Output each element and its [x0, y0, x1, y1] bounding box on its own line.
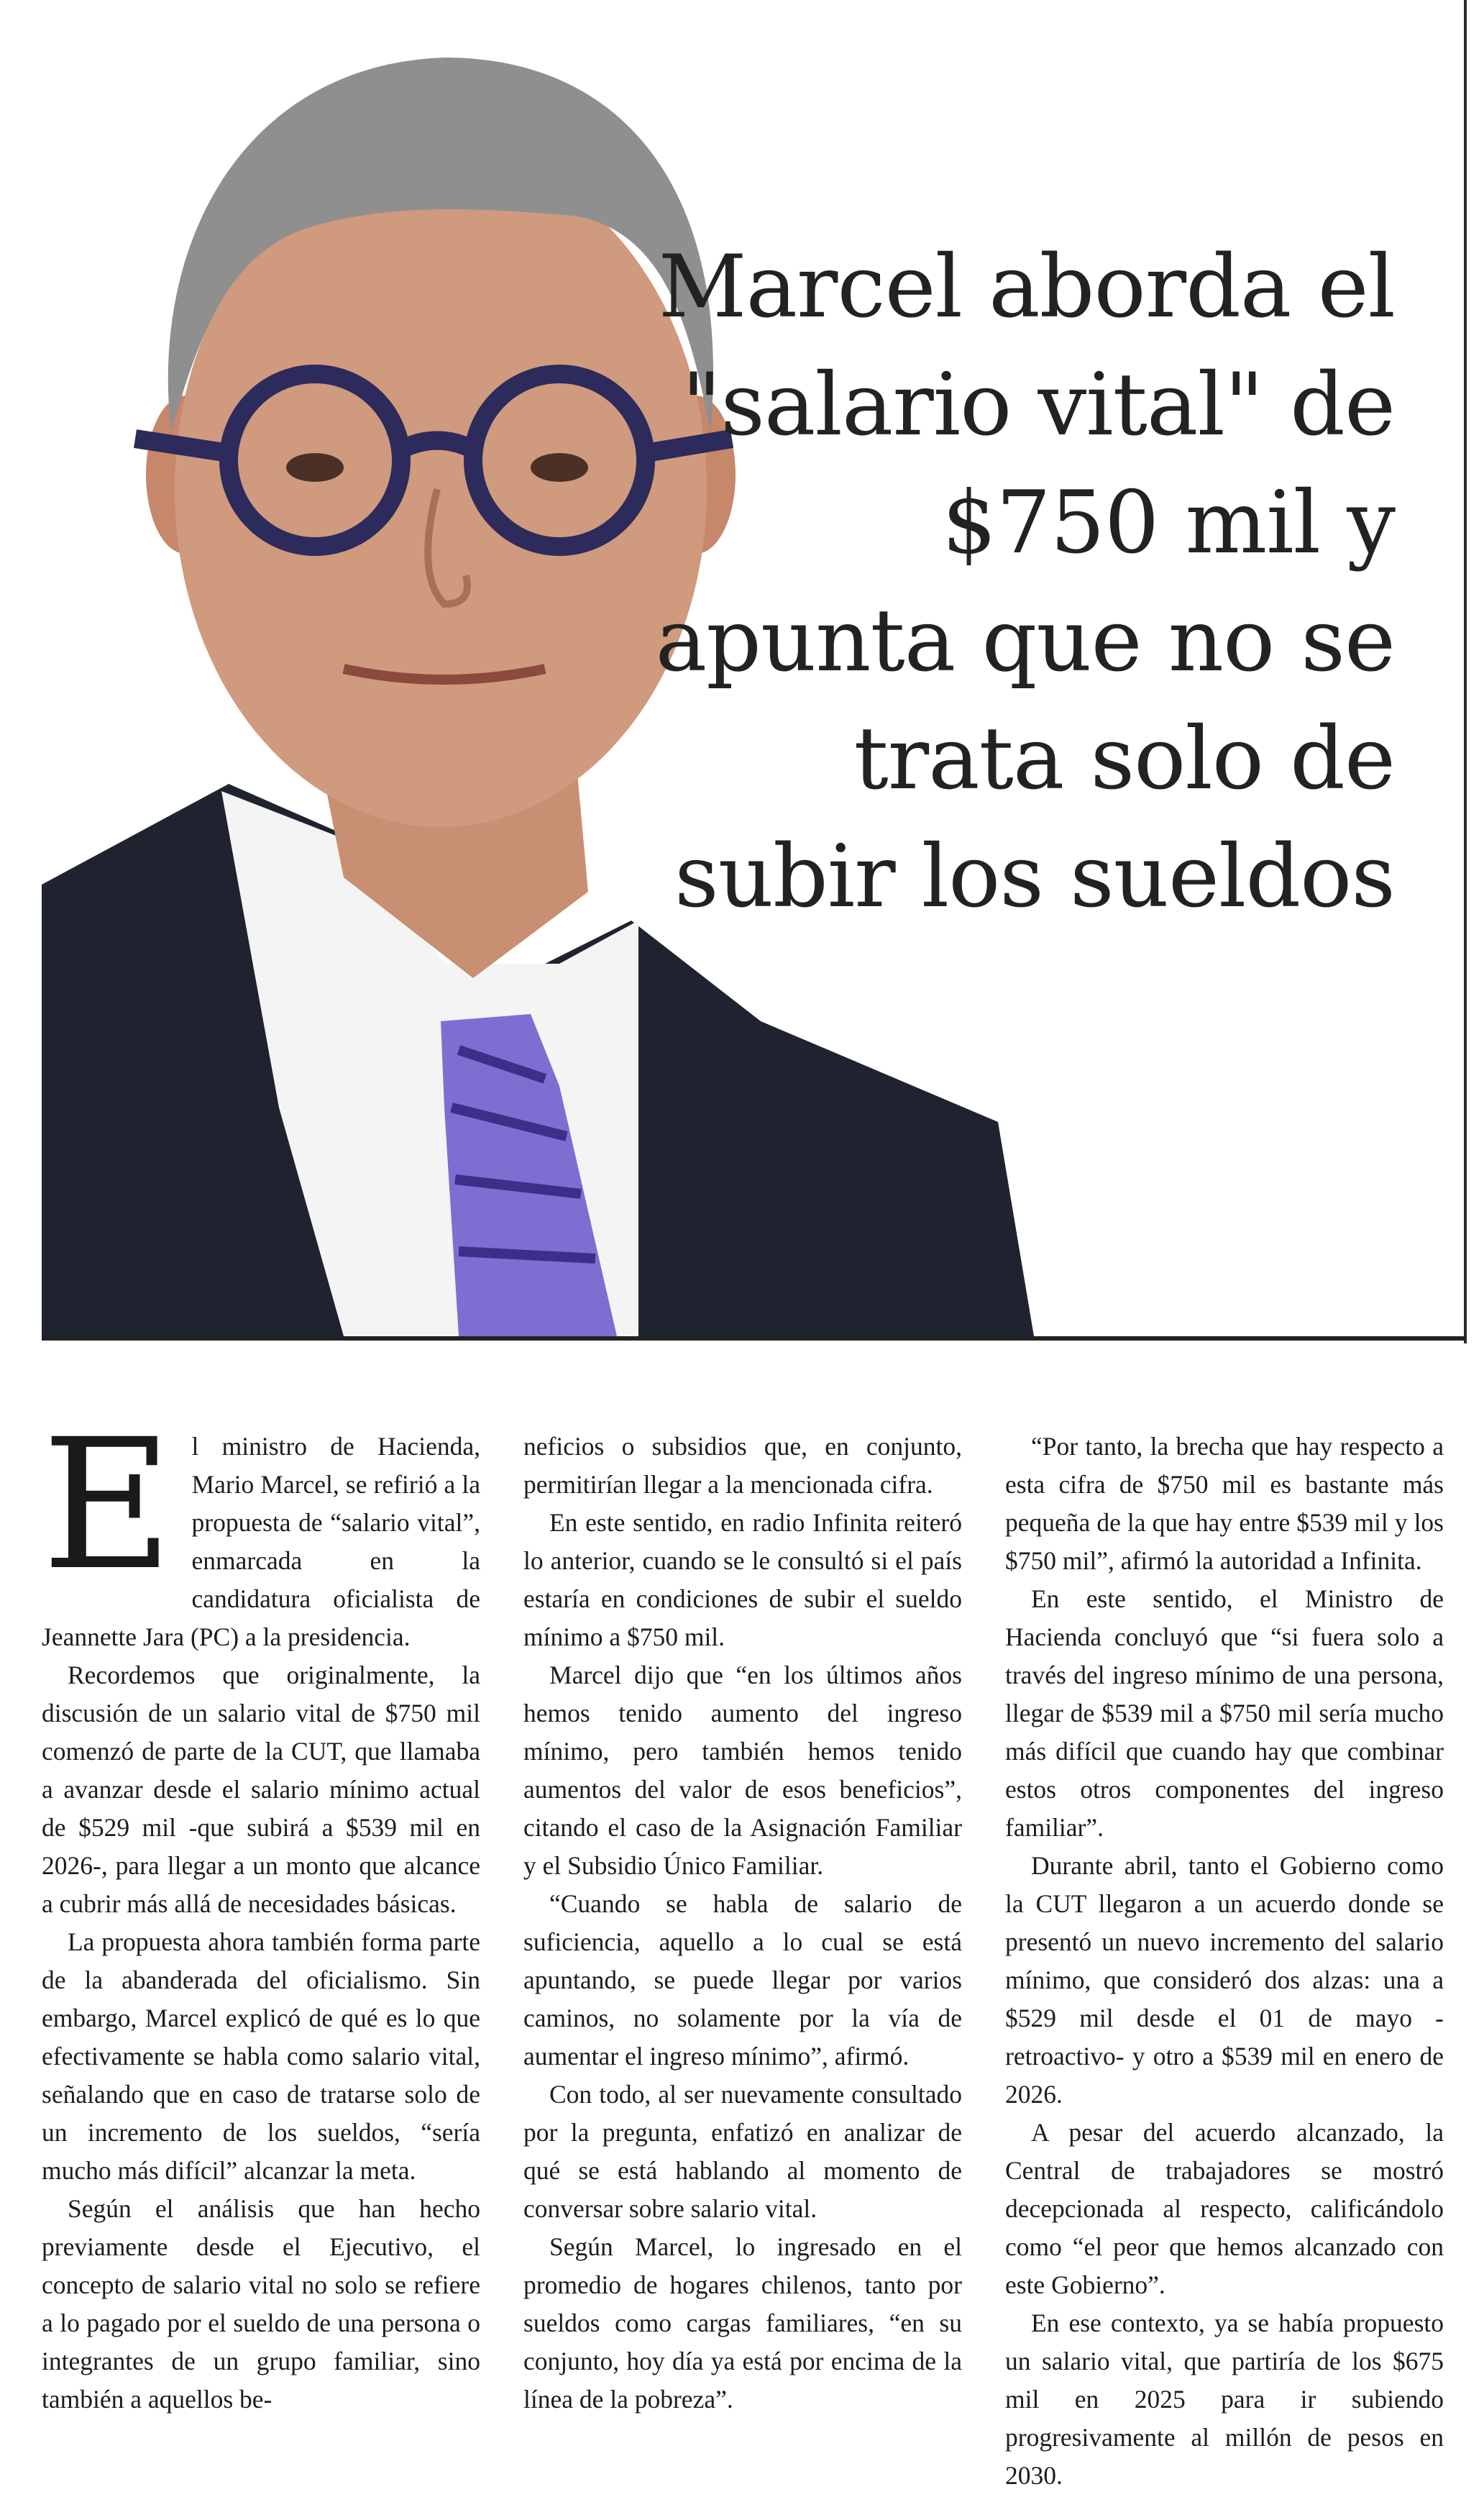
paragraph: En este sentido, el Ministro de Hacienda concluyó que “si fuera solo a través del ingreso mínimo de una persona, llegar de $539 mil a $750 mil sería mucho más difícil que cuando hay que combinar estos otros componentes del ingreso familiar”. [1005, 1584, 1444, 1842]
paragraph: Durante abril, tanto el Gobierno como la CUT llegaron a un acuerdo donde se presentó un nuevo incremento del salario mínimo, que consideró dos alzas: una a $529 mil desde el 01 de mayo -retroactivo- y otro a $539 mil en enero de 2026. [1005, 1851, 1444, 2109]
paragraph: Recordemos que originalmente, la discusión de un salario vital de $750 mil comenzó de parte de la CUT, que llamaba a avanzar desde el salario mínimo actual de $529 mil -que subirá a $539 mil en 2026-, para llegar a un monto que alcance a cubrir más allá de necesidades básicas. [42, 1661, 480, 1918]
paragraph: “Por tanto, la brecha que hay respecto a esta cifra de $750 mil es bastante más pequeña de la que hay entre $539 mil y los $750 mil”, afirmó la autoridad a Infinita. [1005, 1432, 1444, 1575]
paragraph: Según el análisis que han hecho previamente desde el Ejecutivo, el concepto de salario vital no solo se refiere a lo pagado por el sueldo de una persona o integrantes de un grupo familiar, sino también a aquellos be- [42, 2194, 480, 2414]
drop-cap: E [42, 1400, 173, 1610]
paragraph: l ministro de Hacienda, Mario Marcel, se refirió a la propuesta de “salario vital”, enmarcada en la candidatura oficialista de Jeannette Jara (PC) a la presidencia. [42, 1432, 480, 1651]
paragraph: Marcel dijo que “en los últimos años hemos tenido aumento del ingreso mínimo, pero también hemos tenido aumentos del valor de esos beneficios”, citando el caso de la Asignación Familiar y el Subsidio Único Familiar. [523, 1661, 962, 1880]
paragraph: “Cuando se habla de salario de suficiencia, aquello a lo cual se está apuntando, se puede llegar por varios caminos, no solamente por la vía de aumentar el ingreso mínimo”, afirmó. [523, 1889, 962, 2071]
article-column-2 [523, 1428, 962, 2419]
paragraph: neficios o subsidios que, en conjunto, permitirían llegar a la mencionada cifra. [523, 1432, 962, 1499]
article-column-1 [42, 1400, 480, 2419]
paragraph: A pesar del acuerdo alcanzado, la Central de trabajadores se mostró decepcionada al respecto, calificándolo como “el peor que hemos alcanzado con este Gobierno”. [1005, 2118, 1444, 2299]
paragraph: Según Marcel, lo ingresado en el promedio de hogares chilenos, tanto por sueldos como cargas familiares, “en su conjunto, hoy día ya está por encima de la línea de la pobreza”. [523, 2232, 962, 2414]
frame-line-right [1464, 0, 1467, 1343]
paragraph: La propuesta ahora también forma parte de la abanderada del oficialismo. Sin embargo, Marcel explicó de qué es lo que efectivamente se habla como salario vital, señalando que en caso de tratarse solo de un incremento de los sueldos, “sería mucho más difícil” alcanzar la meta. [42, 1927, 480, 2185]
paragraph: En este sentido, en radio Infinita reiteró lo anterior, cuando se le consultó si el país estaría en condiciones de subir el sueldo mínimo a $750 mil. [523, 1508, 962, 1651]
article-column-3 [1005, 1428, 1444, 2495]
paragraph: En ese contexto, ya se había propuesto un salario vital, que partiría de los $675 mil en 2025 para ir subiendo progresivamente al millón de pesos en 2030. [1005, 2309, 1444, 2490]
headline: Marcel aborda el "salario vital" de $750 mil y apunta que no se trata solo de subir los sueldos [655, 237, 1395, 927]
paragraph: Con todo, al ser nuevamente consultado por la pregunta, enfatizó en analizar de qué se está hablando al momento de conversar sobre salario vital. [523, 2080, 962, 2223]
photo-divider-line [42, 1336, 1467, 1341]
